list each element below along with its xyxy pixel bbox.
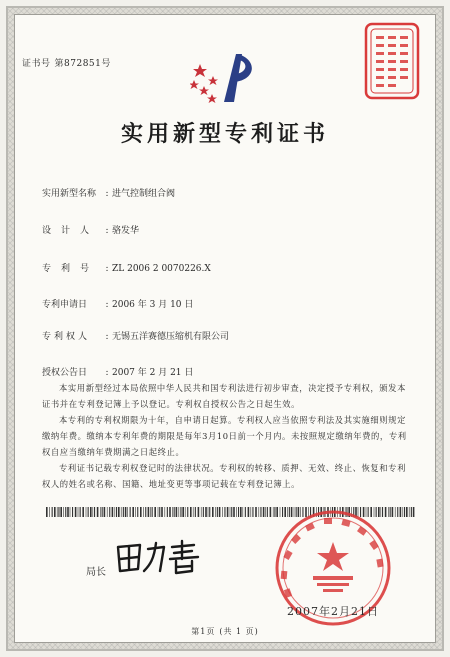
field-label: 专利权人 xyxy=(42,332,91,342)
field-label: 授权公告日 xyxy=(42,368,88,378)
director-signature xyxy=(112,537,202,577)
page-current: 第1页 xyxy=(191,627,216,636)
issue-date: 2007年2月21日 xyxy=(287,605,379,618)
field-application-date: 专利申请日 : 2006 年 3 月 10 日 xyxy=(42,297,193,310)
field-utility-model-name: 实用新型名称 : 进气控制组合阀 xyxy=(42,186,175,199)
body-paragraph: 专利证书记载专利权登记时的法律状况。专利权的转移、质押、无效、终止、恢复和专利权人的姓名或名称、国籍、地址变更等事项记载在专利登记簿上。 xyxy=(42,463,406,489)
field-value: 骆发华 xyxy=(112,226,140,236)
director-label: 局长 xyxy=(86,567,106,578)
page-number xyxy=(0,626,450,637)
field-designer: 设计人 : 骆发华 xyxy=(42,223,139,236)
field-label: 专利申请日 xyxy=(42,300,88,310)
field-value: 进气控制组合阀 xyxy=(112,189,176,199)
certificate-title: 实用新型专利证书 xyxy=(120,121,329,147)
field-value: 无锡五洋赛德压缩机有限公司 xyxy=(112,332,230,342)
field-patentee: 专利权人 : 无锡五洋赛德压缩机有限公司 xyxy=(42,329,229,342)
page-total: (共 1 页) xyxy=(219,627,259,636)
certificate-number-label: 证书号 xyxy=(22,59,51,69)
field-patent-number: 专利号 : ZL 2006 2 0070226.X xyxy=(42,261,211,274)
body-paragraph: 本专利的专利权期限为十年，自申请日起算。专利权人应当依照专利法及其实施细则规定缴纳年费。缴纳本专利年费的期限是每年3月10日前一个月内。未按照规定缴纳年费的，专利权自应当缴纳年费期满之日起终止。 xyxy=(42,415,407,457)
field-value: ZL 2006 2 0070226.X xyxy=(112,264,211,274)
body-paragraph: 本实用新型经过本局依照中华人民共和国专利法进行初步审查，决定授予专利权，颁发本证书并在专利登记簿上予以登记。专利权自授权公告之日起生效。 xyxy=(42,383,406,409)
certificate-body xyxy=(42,380,412,492)
certificate-number xyxy=(22,56,111,69)
field-label: 实用新型名称 xyxy=(42,189,97,199)
top-seal-stamp xyxy=(362,20,422,102)
field-label: 设计人 xyxy=(42,226,100,236)
field-value: 2007 年 2 月 21 日 xyxy=(112,368,194,378)
certificate-number-value: 第872851号 xyxy=(54,59,111,69)
patent-office-emblem-icon xyxy=(190,50,260,106)
field-grant-date: 授权公告日 : 2007 年 2 月 21 日 xyxy=(42,365,193,378)
field-value: 2006 年 3 月 10 日 xyxy=(112,300,194,310)
field-label: 专利号 xyxy=(42,264,100,274)
